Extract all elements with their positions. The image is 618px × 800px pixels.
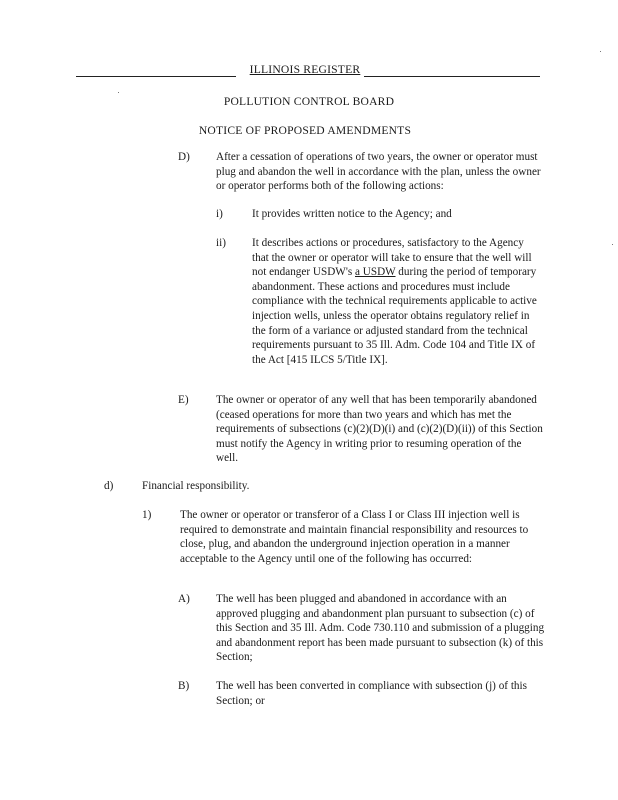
item-D-text: After a cessation of operations of two years, the owner or operator must plug and abandon the well in accordance with the plan, unless the owner or operator performs both of the following actions: bbox=[216, 151, 541, 193]
scan-speck bbox=[118, 92, 119, 93]
scan-speck bbox=[612, 244, 613, 245]
item-B-text: The well has been converted in compliance with subsection (j) of this Section; or bbox=[216, 680, 527, 707]
item-D-label: D) bbox=[178, 151, 190, 163]
item-A-text: The well has been plugged and abandoned in accordance with an approved plugging and abandonment plan pursuant to subsection (c) of this Section and 35 Ill. Adm. Code 730.110 and submission of a plugging and abandonment report has been made pursuant to subsection (k) of this Section; bbox=[216, 593, 545, 664]
item-D-ii-text-before: It describes actions or procedures, satisfactory to the Agency that the owner or operator will take to ensure that the well will not endanger USDW's bbox=[252, 237, 532, 279]
item-D-ii-text-after: during the period of temporary abandonment. These actions and procedures must include compliance with the technical requirements applicable to active injection wells, unless the operator obtains regulatory relief in the form of a variance or adjusted standard from the technical requirements pursuant to 35 Ill. Adm. Code 104 and Title IX of the Act [415 ILCS 5/Title IX]. bbox=[252, 266, 537, 366]
item-D-i-text: It provides written notice to the Agency; and bbox=[252, 208, 452, 220]
register-title: ILLINOIS REGISTER bbox=[249, 63, 361, 76]
header-rule-left bbox=[76, 76, 236, 77]
board-title: POLLUTION CONTROL BOARD bbox=[223, 95, 395, 108]
notice-title: NOTICE OF PROPOSED AMENDMENTS bbox=[198, 124, 412, 137]
item-A-label: A) bbox=[178, 593, 190, 605]
header-rule-right bbox=[364, 76, 540, 77]
item-E-label: E) bbox=[178, 394, 189, 406]
item-d-label: d) bbox=[104, 480, 114, 492]
item-1-text: The owner or operator or transferor of a Class I or Class III injection well is required to demonstrate and maintain financial responsibility and resources to close, plug, and abandon the underground injection operation in a manner acceptable to the Agency until one of the following has occurred: bbox=[180, 509, 529, 565]
scan-speck bbox=[600, 51, 601, 52]
item-D-ii-label: ii) bbox=[216, 237, 226, 249]
item-D-i-label: i) bbox=[216, 208, 223, 220]
item-1-label: 1) bbox=[142, 509, 152, 521]
item-d-text: Financial responsibility. bbox=[142, 480, 250, 492]
item-B-label: B) bbox=[178, 680, 190, 692]
item-D-ii-text-inserted: a USDW bbox=[355, 266, 396, 279]
item-D-ii-text bbox=[252, 236, 542, 367]
item-E-text: The owner or operator of any well that has been temporarily abandoned (ceased operations for more than two years and which has met the requirements of subsections (c)(2)(D)(i) and (c)(2)(D)(ii)) of this Section must notify the Agency in writing prior to resuming operation of the well. bbox=[216, 394, 543, 465]
